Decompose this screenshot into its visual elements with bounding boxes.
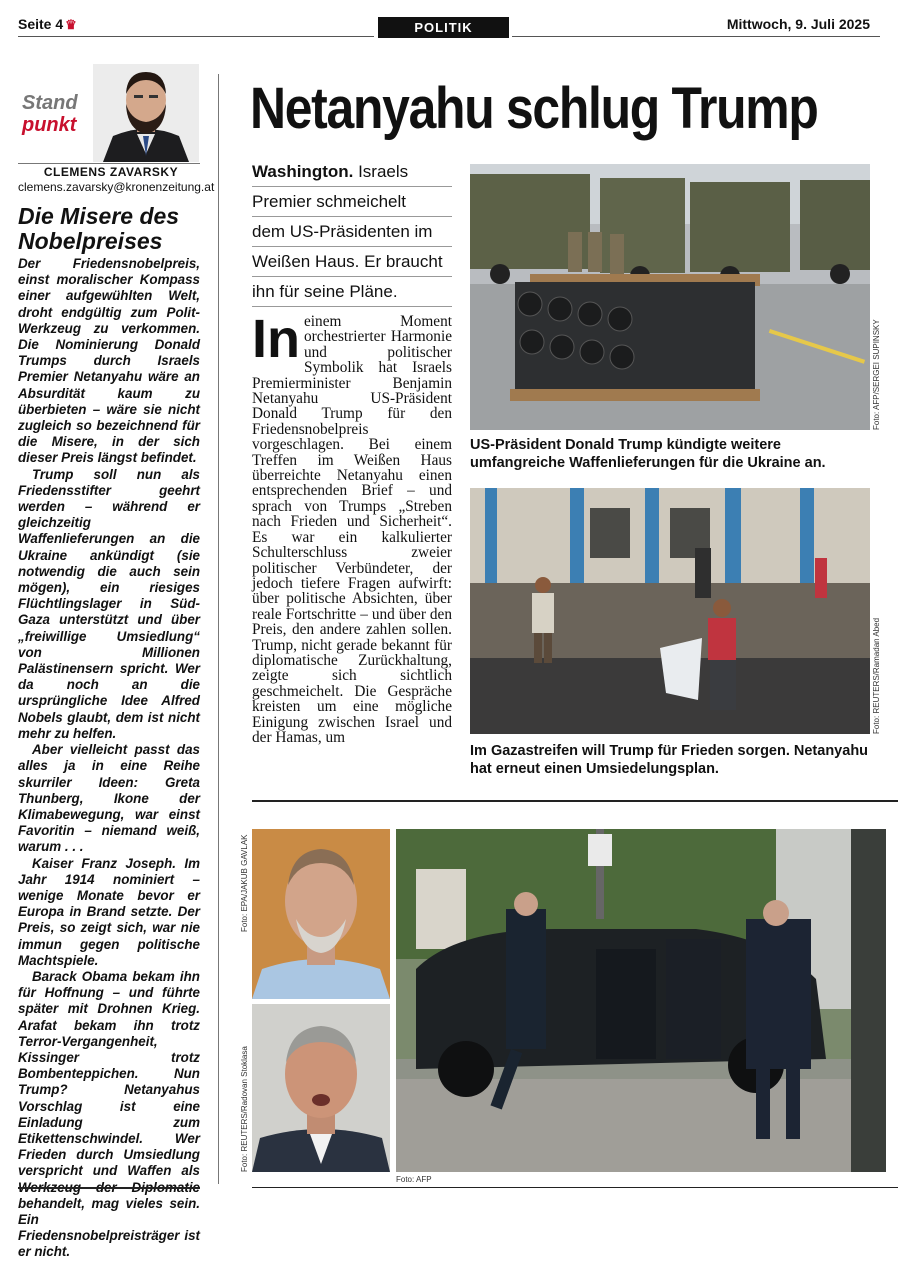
opinion-paragraph: Der Friedensnobelpreis, einst moralischer Kompass einer aufgewühlten Welt, droht endgültig zum Polit-Werkzeug zu verkommen. Die Nominierung Donald Trumps durch Israels Premier Netanyahu wäre an Absurdität kaum zu überbieten – wäre sie nicht zugleich so bezeichnend für die Misere, in der sich dieser Preis längst befindet. bbox=[18, 256, 200, 466]
opinion-paragraph: Aber vielleicht passt das alles ja in eine Reihe skurriler Ideen: Greta Thunberg, Ikone der Klimabewegung, war einst Favoritin – niemand weiß, warum . . . bbox=[18, 742, 200, 855]
photo-credit: Foto: REUTERS/Ramadan Abed bbox=[872, 617, 881, 734]
author-name: CLEMENS ZAVARSKY bbox=[43, 165, 179, 179]
opinion-body bbox=[18, 256, 200, 1261]
lead-line: ihn für seine Pläne. bbox=[252, 277, 452, 307]
header-rule-left bbox=[18, 36, 374, 37]
portrait-photo-1 bbox=[252, 829, 390, 999]
photo-credit: Foto: REUTERS/Radovan Stoklasa bbox=[240, 1046, 249, 1172]
right-bottom-rule bbox=[252, 1187, 898, 1188]
article-lead bbox=[252, 157, 452, 307]
photo-credit: Foto: EPA/JAKUB GAVLAK bbox=[240, 834, 249, 932]
opinion-paragraph: Kaiser Franz Joseph. Im Jahr 1914 nominiert – wenige Monate bevor er Europa in Brand setzte. Der Preis, so zeigt sich, war nie immun gegen politische Machtspiele. bbox=[18, 855, 200, 968]
header-rule-right bbox=[512, 36, 880, 37]
left-bottom-rule bbox=[18, 1187, 200, 1189]
author-email[interactable]: clemens.zavarsky@kronenzeitung.at bbox=[18, 180, 215, 194]
portrait-photo-2 bbox=[252, 1004, 390, 1172]
section-label: POLITIK bbox=[378, 17, 509, 38]
weapons-caption: US-Präsident Donald Trump kündigte weitere umfangreiche Waffenlieferungen für die Ukraine an. bbox=[470, 437, 826, 471]
opinion-paragraph: Barack Obama bekam ihn für Hoffnung – und führte später mit Drohnen Krieg. Arafat bekam ihn trotz Terror-Vergangenheit, Kissinger trotz Bombenteppichen. Nun Trump? Netanyahus Vorschlag ist eine Einladung zum Etikettenschwindel. Wer Frieden durch Umsiedlung verspricht und Waffen als behandelt, mag vieles sein. Ein Friedensnobelpreisträger ist er nicht. bbox=[18, 968, 200, 1260]
article-headline: Netanyahu schlug Trump bbox=[250, 76, 818, 141]
drop-cap: In bbox=[252, 309, 300, 369]
lead-line: Weißen Haus. Er braucht bbox=[252, 247, 452, 277]
section-rule bbox=[252, 800, 898, 802]
page-number: Seite 4 ♛ bbox=[18, 16, 77, 32]
opinion-paragraph: Trump soll nun als Friedensstifter geehrt werden – während er gleichzeitig Waffenlieferungen an die Ukraine ankündigt (sie notwendig die auch sein mögen), ein riesiges Flüchtlingslager in Süd-Gaza unterstützt und über „freiwillige Umsiedlung“ von Millionen Palästinensern spricht. Wer da noch an die ursprüngliche Idee Alfred Nobels glaubt, dem ist nicht mehr zu helfen. bbox=[18, 466, 200, 741]
author-portrait bbox=[93, 64, 199, 162]
scene-photo bbox=[396, 829, 886, 1172]
weapons-photo bbox=[470, 164, 870, 430]
opinion-headline: Die Misere des Nobelpreises bbox=[18, 203, 180, 254]
lead-line: Premier schmeichelt bbox=[252, 187, 452, 217]
author-rule bbox=[18, 163, 200, 164]
gaza-photo bbox=[470, 488, 870, 734]
gaza-caption: Im Gazastreifen will Trump für Frieden sorgen. Netanyahu hat erneut einen Umsiedelungsplan. bbox=[470, 743, 869, 777]
standpunkt-label: Stand punkt bbox=[22, 92, 78, 136]
lead-line: dem US-Präsidenten im bbox=[252, 217, 452, 247]
article-body-text: einem Moment orchestrierter Harmonie und politischer Symbolik hat Israels Premierminister Benjamin Netanyahu US-Präsident Donald Trump für den Friedensnobelpreis vorgeschlagen. Bei einem Treffen im Weißen Haus überreichte Netanyahu einen entsprechenden Brief – und sprach von Trumps „Streben nach Frieden und Sicherheit“. Es war ein kalkulierter Schulterschluss zweier politischer Verbündeter, der jedoch tiefere Fragen aufwirft: über politische Absichten, über reale Fortschritte – und über den Preis, den andere zahlen sollen. Trump, nicht gerade bekannt für diplomatische Zurückhaltung, zeigte sich sichtlich geschmeichelt. Die Gespräche kreisten um eine mögliche Einigung zwischen Israel und der Hamas, um bbox=[252, 313, 452, 746]
column-divider bbox=[218, 74, 219, 1184]
lead-line: Washington. Israels bbox=[252, 157, 452, 187]
crown-icon: ♛ bbox=[65, 17, 77, 32]
photo-credit: Foto: AFP/SERGEI SUPINSKY bbox=[872, 319, 881, 430]
article-body bbox=[252, 309, 452, 746]
issue-date: Mittwoch, 9. Juli 2025 bbox=[726, 16, 870, 32]
photo-credit: Foto: AFP bbox=[396, 1175, 432, 1184]
